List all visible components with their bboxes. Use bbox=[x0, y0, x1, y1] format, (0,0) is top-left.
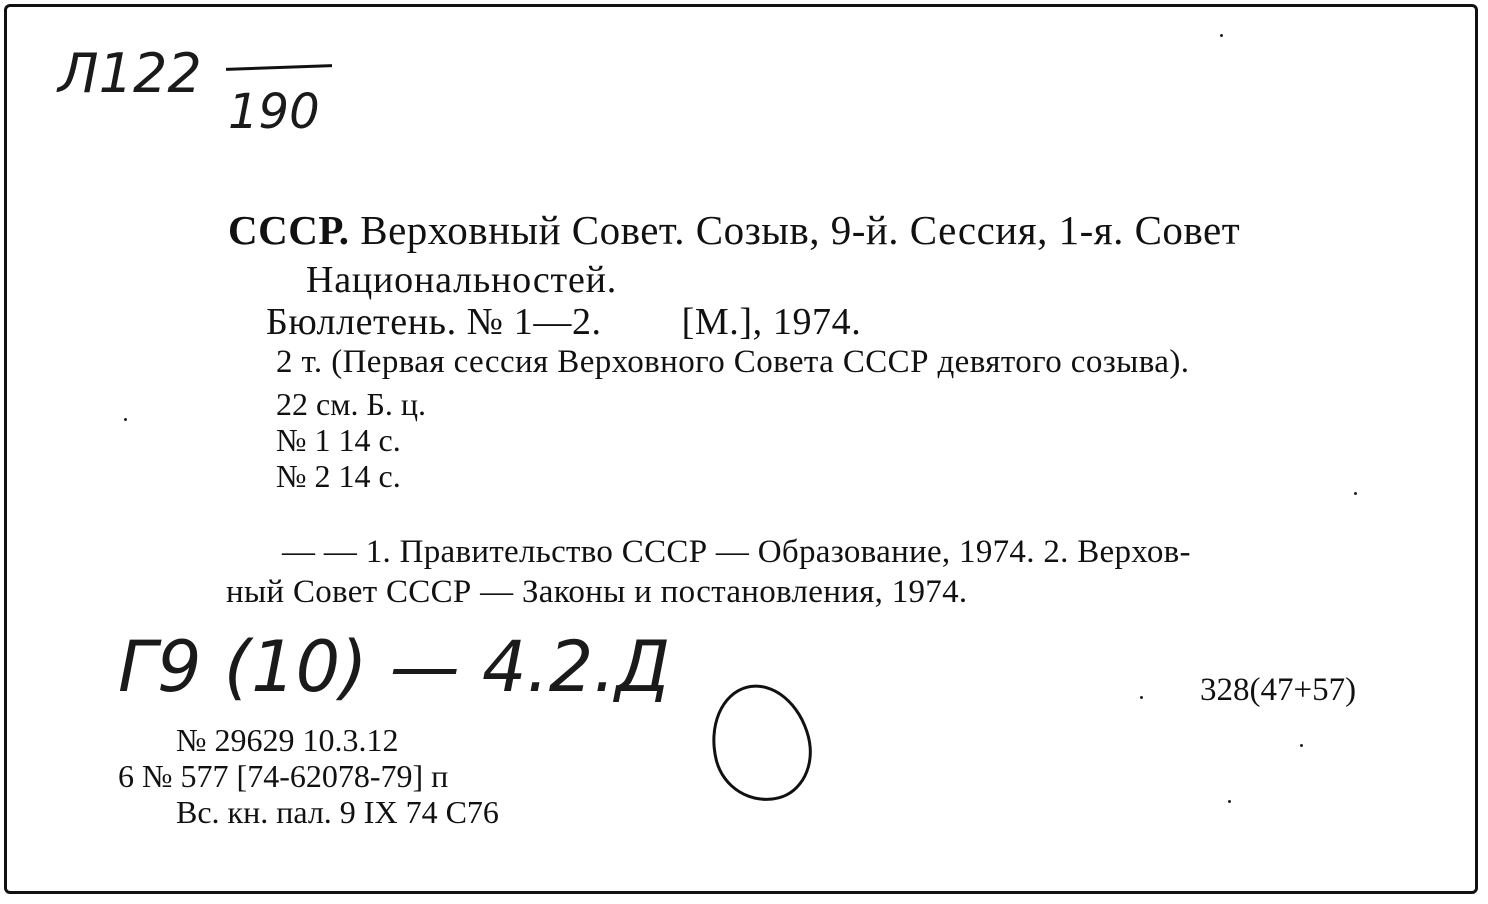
handwritten-call-number: Г9 (10) — 4.2.Д bbox=[118, 626, 671, 708]
order-number-line: 6 № 577 [74-62078-79] п bbox=[118, 758, 449, 794]
entry-subjects-line-1: — — 1. Правительство СССР — Образование, 1974. 2. Верхов- bbox=[282, 534, 1191, 570]
entry-heading bbox=[228, 206, 1240, 254]
classification-code: 328(47+57) bbox=[1200, 672, 1357, 708]
scan-speck bbox=[1354, 492, 1357, 495]
entry-series-note: 2 т. (Первая сессия Верховного Совета СССР девятого созыва). bbox=[276, 344, 1190, 380]
handwritten-shelf-number: 190 bbox=[228, 84, 320, 140]
entry-size-price: 22 см. Б. ц. bbox=[276, 386, 426, 422]
scan-speck bbox=[1140, 696, 1143, 699]
chamber-line: Вс. кн. пал. 9 IX 74 С76 bbox=[176, 794, 499, 830]
entry-volume-2: № 2 14 с. bbox=[276, 458, 401, 494]
entry-volume-1: № 1 14 с. bbox=[276, 422, 401, 458]
entry-heading-continuation: Национальностей. bbox=[306, 259, 618, 301]
entry-title-line bbox=[266, 300, 861, 344]
scan-speck bbox=[1300, 744, 1303, 747]
card-number-line: № 29629 10.3.12 bbox=[176, 722, 399, 758]
entry-heading-bold: СССР. bbox=[228, 207, 350, 253]
entry-subjects-line-2: ный Совет СССР — Законы и постановления, 1974. bbox=[226, 574, 968, 610]
scan-speck bbox=[1220, 34, 1223, 37]
entry-title: Бюллетень. № 1—2. bbox=[266, 301, 602, 343]
scan-speck bbox=[1228, 800, 1231, 803]
entry-imprint: [М.], 1974. bbox=[681, 301, 862, 343]
scan-speck bbox=[124, 418, 127, 421]
handwritten-shelf-mark: Л122 bbox=[58, 42, 202, 105]
entry-heading-rest: Верховный Совет. Созыв, 9-й. Сессия, 1-я. Совет bbox=[349, 207, 1241, 253]
